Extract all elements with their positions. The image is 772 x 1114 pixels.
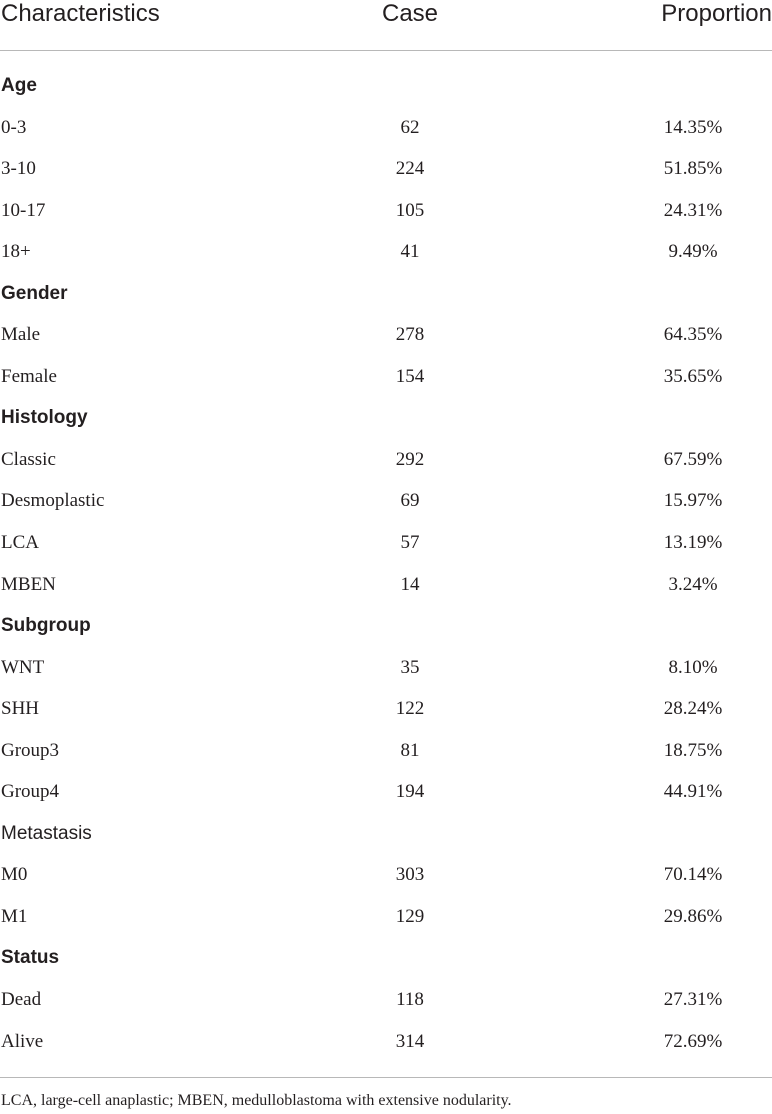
table-row bbox=[0, 565, 772, 607]
table-row bbox=[0, 772, 772, 814]
table-row bbox=[0, 648, 772, 690]
proportion-value: 72.69% bbox=[663, 1030, 723, 1052]
table-row bbox=[0, 1022, 772, 1064]
proportion-value: 27.31% bbox=[663, 989, 723, 1011]
proportion-value: 8.10% bbox=[668, 656, 718, 678]
proportion-value: 28.24% bbox=[663, 698, 723, 720]
header-characteristics: Characteristics bbox=[1, 0, 160, 27]
section-label: Metastasis bbox=[1, 822, 92, 844]
table-bottom-divider bbox=[0, 1077, 772, 1078]
row-label: SHH bbox=[1, 698, 40, 720]
row-label: Alive bbox=[1, 1030, 44, 1052]
header-proportion: Proportion bbox=[661, 0, 772, 27]
section-heading-row bbox=[0, 274, 772, 316]
case-value: 69 bbox=[400, 490, 420, 512]
table-row bbox=[0, 108, 772, 150]
section-heading-row bbox=[0, 66, 772, 108]
case-value: 314 bbox=[395, 1030, 425, 1052]
case-value: 224 bbox=[395, 158, 425, 180]
case-value: 194 bbox=[395, 781, 425, 803]
row-label: 10-17 bbox=[1, 199, 46, 221]
case-value: 41 bbox=[400, 241, 420, 263]
table-row bbox=[0, 357, 772, 399]
section-label: Gender bbox=[1, 282, 68, 304]
case-value: 292 bbox=[395, 448, 425, 470]
case-value: 14 bbox=[400, 573, 420, 595]
table-row bbox=[0, 440, 772, 482]
table-row bbox=[0, 731, 772, 773]
row-label: Male bbox=[1, 324, 41, 346]
table-row bbox=[0, 980, 772, 1022]
section-heading-row bbox=[0, 938, 772, 980]
row-label: Classic bbox=[1, 448, 56, 470]
section-heading-row bbox=[0, 606, 772, 648]
table-row bbox=[0, 689, 772, 731]
case-value: 57 bbox=[400, 532, 420, 554]
case-value: 278 bbox=[395, 324, 425, 346]
case-value: 81 bbox=[400, 739, 420, 761]
section-label: Status bbox=[1, 947, 60, 969]
section-label: Age bbox=[1, 75, 37, 96]
row-label: Group4 bbox=[1, 781, 60, 803]
section-label: Subgroup bbox=[1, 615, 91, 637]
row-label: MBEN bbox=[1, 573, 56, 595]
table-body bbox=[0, 66, 772, 1063]
proportion-value: 3.24% bbox=[668, 573, 718, 595]
case-value: 62 bbox=[400, 116, 420, 138]
row-label: Desmoplastic bbox=[1, 490, 105, 512]
proportion-value: 14.35% bbox=[663, 116, 723, 138]
section-heading-row bbox=[0, 398, 772, 440]
proportion-value: 13.19% bbox=[663, 532, 723, 554]
table-row bbox=[0, 232, 772, 274]
proportion-value: 44.91% bbox=[663, 781, 723, 803]
case-value: 154 bbox=[395, 365, 425, 387]
row-label: 18+ bbox=[1, 241, 31, 263]
table-row bbox=[0, 897, 772, 939]
case-value: 105 bbox=[395, 199, 425, 221]
case-value: 118 bbox=[396, 989, 424, 1011]
table-row bbox=[0, 191, 772, 233]
table-footnote: LCA, large-cell anaplastic; MBEN, medulloblastoma with extensive nodularity. bbox=[1, 1092, 512, 1109]
proportion-value: 51.85% bbox=[663, 158, 723, 180]
table-header bbox=[0, 0, 772, 50]
row-label: 0-3 bbox=[1, 116, 27, 138]
proportion-value: 15.97% bbox=[663, 490, 723, 512]
proportion-value: 29.86% bbox=[663, 905, 723, 927]
proportion-value: 24.31% bbox=[663, 199, 723, 221]
section-label: Histology bbox=[1, 407, 88, 429]
row-label: Female bbox=[1, 365, 57, 387]
table-row bbox=[0, 315, 772, 357]
table-row bbox=[0, 481, 772, 523]
proportion-value: 35.65% bbox=[663, 365, 723, 387]
case-value: 303 bbox=[395, 864, 425, 886]
table-row bbox=[0, 855, 772, 897]
row-label: M0 bbox=[1, 864, 28, 886]
row-label: M1 bbox=[1, 905, 28, 927]
proportion-value: 9.49% bbox=[668, 241, 718, 263]
case-value: 35 bbox=[400, 656, 420, 678]
table-row bbox=[0, 149, 772, 191]
proportion-value: 67.59% bbox=[663, 448, 723, 470]
row-label: Group3 bbox=[1, 739, 60, 761]
header-case: Case bbox=[382, 0, 439, 27]
header-divider bbox=[0, 50, 772, 51]
case-value: 122 bbox=[395, 698, 425, 720]
row-label: 3-10 bbox=[1, 158, 36, 180]
section-heading-row bbox=[0, 814, 772, 856]
proportion-value: 18.75% bbox=[663, 739, 723, 761]
row-label: Dead bbox=[1, 989, 42, 1011]
case-value: 129 bbox=[395, 905, 425, 927]
row-label: LCA bbox=[1, 532, 39, 554]
table-row bbox=[0, 523, 772, 565]
proportion-value: 64.35% bbox=[663, 324, 723, 346]
row-label: WNT bbox=[1, 656, 45, 678]
proportion-value: 70.14% bbox=[663, 864, 723, 886]
